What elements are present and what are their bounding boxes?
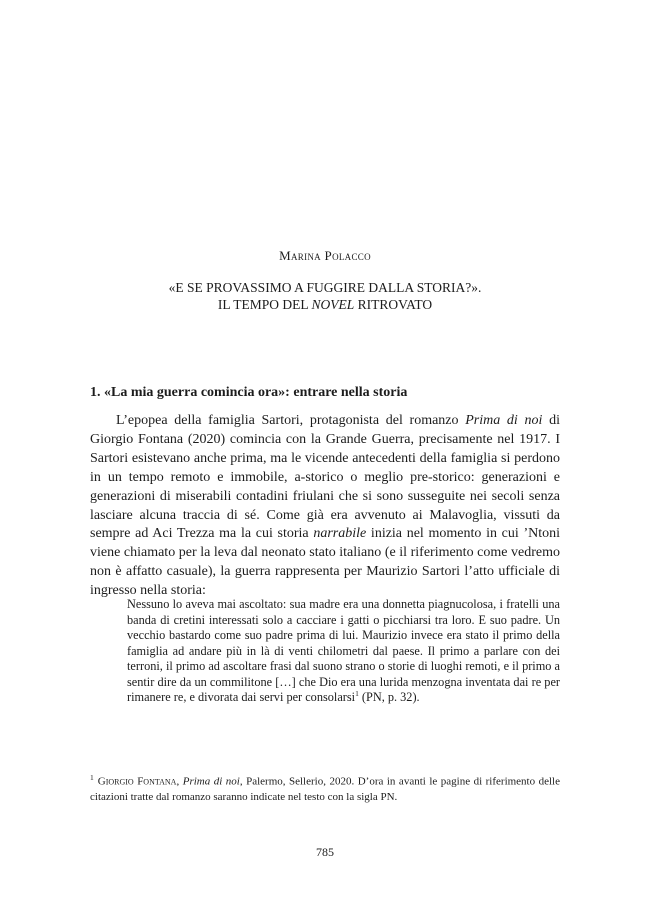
footnote xyxy=(90,770,560,806)
footnote-reference[interactable]: 1 xyxy=(355,688,359,698)
page-number: 785 xyxy=(316,845,334,859)
footnote-mark: 1 xyxy=(90,773,94,782)
footnote-text: , Palermo, Sellerio, 2020. D’ora in avanti le pagine di riferimento delle citazioni tratte dal romanzo saranno indicate nel testo con la sigla PN. xyxy=(90,775,560,804)
body-text-emphasis: narrabile xyxy=(313,526,367,542)
author-name xyxy=(0,248,650,264)
footnote-separator: , xyxy=(176,775,183,788)
body-text-work-title: Prima di noi xyxy=(465,413,543,428)
title-line-2 xyxy=(80,296,570,313)
quote-citation: (PN, p. 32). xyxy=(358,690,420,704)
title-line-2-em: NOVEL xyxy=(311,297,355,312)
title-line-2-pre: IL TEMPO DEL xyxy=(217,297,312,312)
section-heading: 1. «La mia guerra comincia ora»: entrare nella storia xyxy=(90,385,408,400)
quote-text: Nessuno lo aveva mai ascoltato: sua madre era una donnetta piagnucolosa, i fratelli una banda di cretini interessati solo a cacciare i gatti o picchiarsi tra loro. E suo padre. Un vecchio bastardo come suo padre prima di lui. Maurizio invece era stato il primo della famiglia ad andare più in là di venti chilometri dal paese. Il primo a parlare con dei terroni, il primo ad ascoltare frasi dal suono strano o storie di luoghi remoti, e il primo a sentir dire da un commilitone […] che Dio era una lurida menzogna inventata dai re per rimanere re, e divorata dai servi per consolarsi xyxy=(127,597,560,704)
title-line-1: «E SE PROVASSIMO A FUGGIRE DALLA STORIA?». xyxy=(168,280,482,295)
author-name-text: Marina Polacco xyxy=(279,248,371,263)
body-text-3: inizia nel momento in cui ’Ntoni viene chiamato per la leva dal neonato stato italiano (e il riferimento come vedremo non è affatto casuale), la guerra rappresenta per Maurizio Sartori l’atto ufficiale di ingresso nella storia: xyxy=(90,526,560,599)
body-paragraph xyxy=(90,412,560,601)
block-quote xyxy=(127,597,560,706)
footnote-work-title: Prima di noi xyxy=(182,775,240,788)
body-text-1: L’epopea della famiglia Sartori, protagonista del romanzo xyxy=(116,413,466,428)
body-text-2: di Giorgio Fontana (2020) comincia con la Grande Guerra, precisamente nel 1917. I Sartori esistevano anche prima, ma le vicende antecedenti della famiglia si perdono in un tempo remoto e immobile, a-storico o meglio pre-storico: generazioni e generazioni di miserabili contadini friulani che si sono susseguite nei secoli senza lasciare alcuna traccia di sé. Come già era avvenuto ai Malavoglia, vissuti da sempre ad Aci Trezza ma la cui storia xyxy=(90,413,561,542)
footnote-author: Giorgio Fontana xyxy=(97,775,177,788)
article-title xyxy=(80,279,570,313)
title-line-2-post: RITROVATO xyxy=(354,297,433,312)
